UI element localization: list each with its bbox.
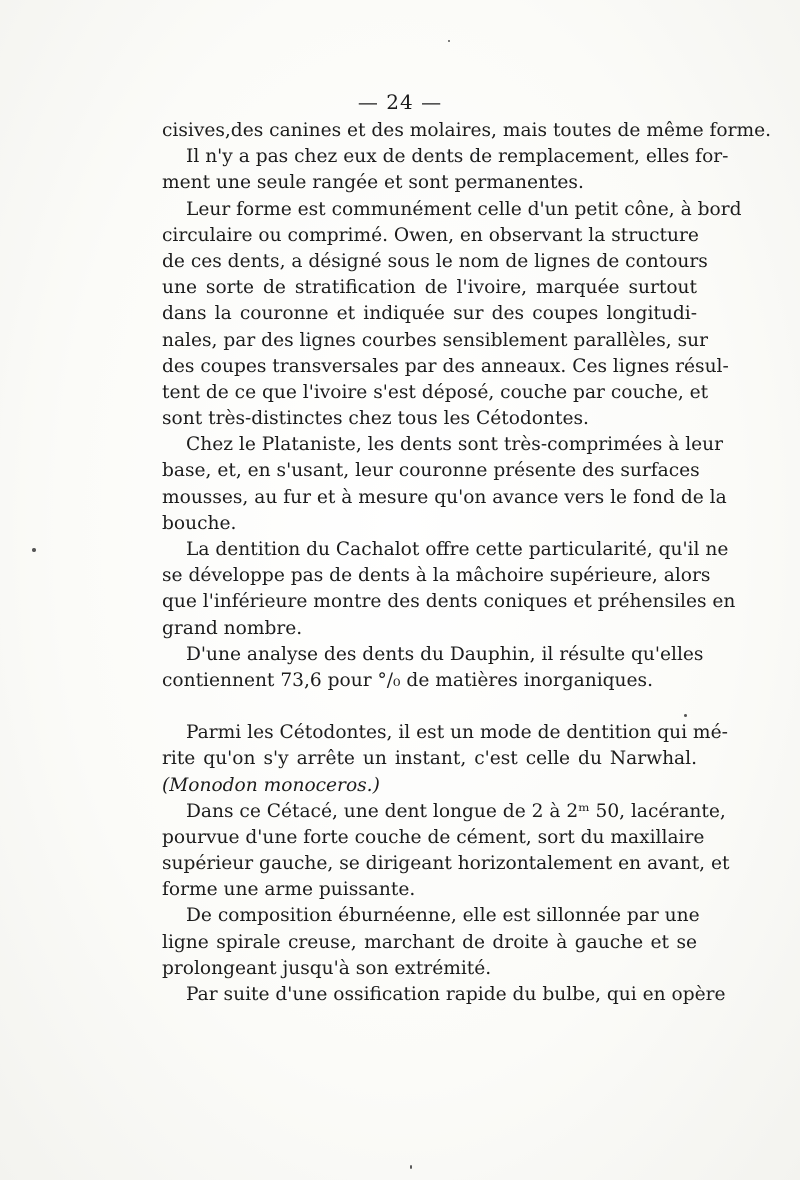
text-line: Parmi les Cétodontes, il est un mode de dentition qui mé- bbox=[186, 722, 728, 744]
text-line: prolongeant jusqu'à son extrémité. bbox=[162, 957, 492, 979]
text-line: tent de ce que l'ivoire s'est déposé, couche par couche, et bbox=[162, 381, 709, 403]
text-line: (Monodon monoceros.) bbox=[162, 774, 380, 796]
text-line: rite qu'on s'y arrête un instant, c'est celle du Narwhal. bbox=[162, 748, 697, 770]
text-line: que l'inférieure montre des dents coniques et préhensiles en bbox=[162, 591, 736, 613]
text-line: Leur forme est communément celle d'un petit cône, à bord bbox=[186, 198, 742, 220]
text-line: grand nombre. bbox=[162, 617, 303, 639]
text-line: Il n'y a pas chez eux de dents de remplacement, elles for- bbox=[186, 146, 729, 168]
text-line: circulaire ou comprimé. Owen, en observant la structure bbox=[162, 224, 699, 246]
text-line: mousses, au fur et à mesure qu'on avance vers le fond de la bbox=[162, 486, 727, 508]
text-line: des coupes transversales par des anneaux. Ces lignes résul- bbox=[162, 355, 729, 377]
text-line: cisives,des canines et des molaires, mais toutes de même forme. bbox=[162, 120, 772, 141]
text-line: De composition éburnéenne, elle est sillonnée par une bbox=[186, 905, 700, 927]
print-speck bbox=[32, 548, 36, 552]
text-line: bouche. bbox=[162, 512, 237, 534]
text-line: une sorte de stratification de l'ivoire, marquée surtout bbox=[162, 277, 697, 299]
body-text bbox=[162, 118, 772, 1008]
text-line: nales, par des lignes courbes sensiblement parallèles, sur bbox=[162, 329, 709, 351]
text-line: contiennent 73,6 pour °/₀ de matières inorganiques. bbox=[162, 669, 653, 691]
print-speck bbox=[448, 40, 450, 42]
text-line: dans la couronne et indiquée sur des coupes longitudi- bbox=[162, 303, 697, 325]
print-speck bbox=[410, 1165, 412, 1169]
text-line: Chez le Plataniste, les dents sont très-comprimées à leur bbox=[186, 434, 724, 456]
page-number: — 24 — bbox=[357, 90, 443, 114]
text-line: Par suite d'une ossification rapide du bulbe, qui en opère bbox=[186, 984, 726, 1005]
text-line: Dans ce Cétacé, une dent longue de 2 à 2ᵐ 50, lacérante, bbox=[186, 800, 726, 822]
text-line: La dentition du Cachalot offre cette particularité, qu'il ne bbox=[186, 539, 729, 560]
text-line: base, et, en s'usant, leur couronne présente des surfaces bbox=[162, 460, 700, 482]
text-line: de ces dents, a désigné sous le nom de lignes de contours bbox=[162, 250, 708, 272]
text-line: pourvue d'une forte couche de cément, sort du maxillaire bbox=[162, 826, 705, 848]
text-line: ment une seule rangée et sont permanentes. bbox=[162, 172, 584, 194]
print-speck bbox=[684, 714, 687, 717]
text-line: ligne spirale creuse, marchant de droite à gauche et se bbox=[162, 931, 697, 953]
text-line: se développe pas de dents à la mâchoire supérieure, alors bbox=[162, 565, 711, 587]
text-line: sont très-distinctes chez tous les Cétodontes. bbox=[162, 408, 589, 430]
text-line: D'une analyse des dents du Dauphin, il résulte qu'elles bbox=[186, 643, 704, 665]
text-line: supérieur gauche, se dirigeant horizontalement en avant, et bbox=[162, 853, 730, 875]
text-line: forme une arme puissante. bbox=[162, 879, 416, 901]
